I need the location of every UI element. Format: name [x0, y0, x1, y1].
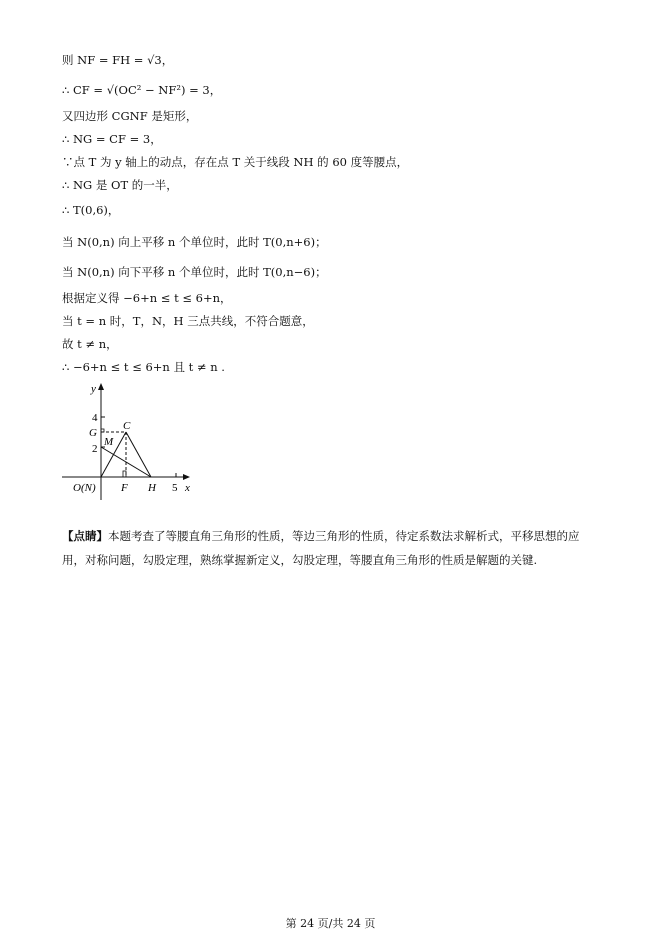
label-F: F [121, 482, 128, 494]
x-tick-5-label: 5 [172, 482, 178, 494]
tip-text: 本题考查了等腰直角三角形的性质，等边三角形的性质，待定系数法求解析式，平移思想的应用，对称问题，勾股定理，熟练掌握新定义，勾股定理，等腰直角三角形的性质是解题的关键. [62, 529, 580, 567]
tip-paragraph [62, 524, 602, 572]
solution-line-4: ∴ NG = CF = 3， [62, 132, 162, 146]
label-G: G [89, 427, 97, 439]
solution-line-8: 当 N(0,n) 向上平移 n 个单位时，此时 T(0,n+6)； [62, 235, 327, 249]
y-axis-label: y [91, 383, 96, 395]
x-axis-arrow [183, 474, 190, 480]
tip-tag: 【点睛】 [62, 529, 108, 543]
solution-line-3: 又四边形 CGNF 是矩形， [62, 109, 198, 123]
y-axis-arrow [98, 383, 104, 390]
label-M: M [104, 436, 114, 448]
page-footer: 第 24 页/共 24 页 [285, 917, 376, 930]
solution-line-11: 当 t = n 时，T，N，H 三点共线，不符合题意， [62, 314, 314, 328]
solution-line-2: ∴ CF = √(OC² − NF²) = 3， [62, 83, 222, 97]
segment-CH [126, 432, 151, 477]
solution-line-13: ∴ −6+n ≤ t ≤ 6+n 且 t ≠ n . [62, 360, 225, 374]
label-H: H [148, 482, 156, 494]
label-origin: O(N) [73, 482, 96, 494]
solution-line-1: 则 NF = FH = √3， [62, 53, 174, 67]
solution-line-6: ∴ NG 是 OT 的一半， [62, 178, 178, 192]
solution-line-5: ∵点 T 为 y 轴上的动点，存在点 T 关于线段 NH 的 60 度等腰点， [62, 155, 409, 169]
label-C: C [123, 420, 131, 432]
y-tick-4-label: 4 [92, 412, 98, 424]
x-axis-label: x [185, 482, 190, 494]
y-tick-2-label: 2 [92, 443, 98, 455]
solution-line-12: 故 t ≠ n， [62, 337, 118, 351]
solution-line-10: 根据定义得 −6+n ≤ t ≤ 6+n， [62, 291, 232, 305]
solution-line-9: 当 N(0,n) 向下平移 n 个单位时，此时 T(0,n−6)； [62, 265, 327, 279]
solution-line-7: ∴ T(0,6)， [62, 203, 120, 217]
